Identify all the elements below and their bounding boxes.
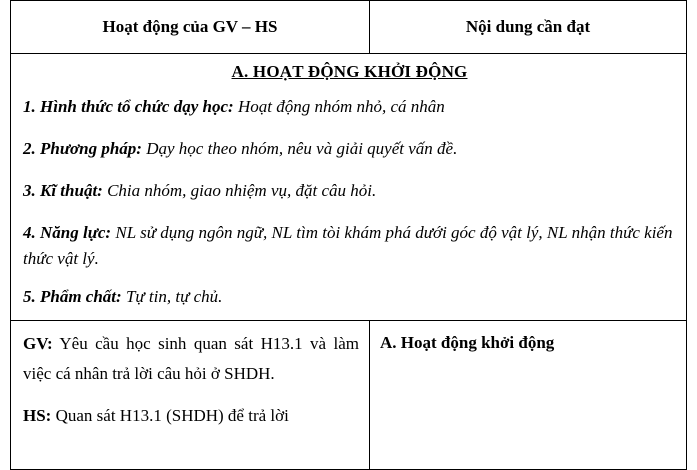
item-text: Tự tin, tự chủ.: [121, 287, 223, 306]
hs-text: Quan sát H13.1 (SHDH) để trả lời: [51, 406, 289, 425]
activity-right-cell: [370, 321, 687, 470]
item-label: 2. Phương pháp:: [23, 139, 142, 158]
item-organization-form: [23, 94, 676, 120]
activity-row: [11, 321, 687, 470]
startup-section-cell: [11, 54, 687, 321]
item-text: Dạy học theo nhóm, nêu và giải quyết vấn đề.: [141, 139, 458, 158]
item-method: [23, 136, 676, 162]
startup-section-row: [11, 54, 687, 321]
lesson-table: [10, 0, 687, 470]
item-technique: [23, 178, 676, 204]
student-instruction: [23, 401, 359, 431]
header-required-content: Nội dung cần đạt: [370, 1, 687, 54]
item-text: Hoạt động nhóm nhỏ, cá nhân: [233, 97, 445, 116]
item-label: 5. Phẩm chất:: [23, 287, 122, 306]
item-quality: [23, 284, 676, 310]
item-text: Chia nhóm, giao nhiệm vụ, đặt câu hỏi.: [102, 181, 377, 200]
activity-left-cell: [11, 321, 370, 470]
gv-text: Yêu cầu học sinh quan sát H13.1 và làm việc cá nhân trả lời câu hỏi ở SHDH.: [23, 334, 359, 383]
hs-label: HS:: [23, 406, 52, 425]
item-text: NL sử dụng ngôn ngữ, NL tìm tòi khám phá dưới góc độ vật lý, NL nhận thức kiến thức vật lý.: [23, 223, 673, 268]
item-competency: [23, 220, 676, 272]
section-title: A. HOẠT ĐỘNG KHỞI ĐỘNG: [231, 62, 468, 81]
item-label: 3. Kĩ thuật:: [23, 181, 103, 200]
item-label: 4. Năng lực:: [23, 223, 112, 242]
lesson-plan-document: [10, 0, 686, 448]
header-row: [11, 1, 687, 54]
teacher-instruction: [23, 329, 359, 389]
header-teacher-student-activity: Hoạt động của GV – HS: [11, 1, 370, 54]
item-label: 1. Hình thức tổ chức dạy học:: [23, 97, 234, 116]
gv-label: GV:: [23, 334, 53, 353]
activity-right-title: A. Hoạt động khởi động: [380, 333, 555, 352]
